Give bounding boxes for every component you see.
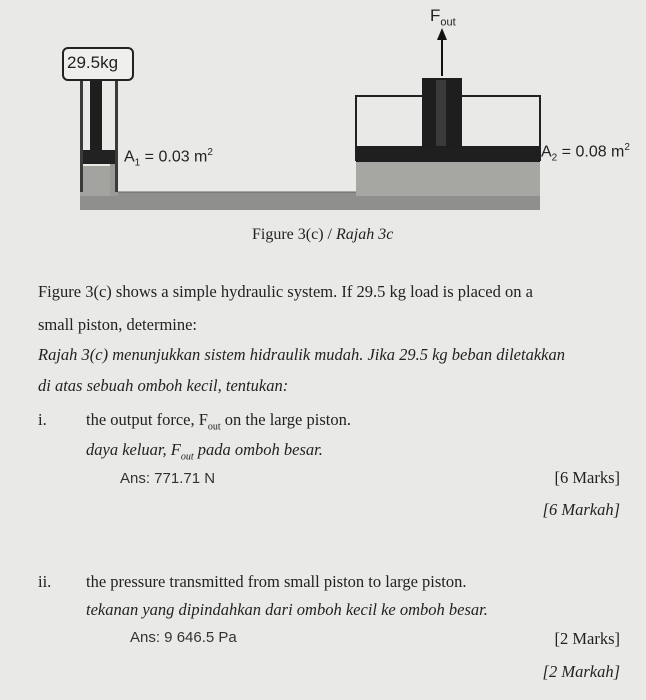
part-ii-marks-my: [2 Markah] [542, 662, 620, 681]
part-ii-answer: Ans: 9 646.5 Pa [130, 629, 237, 646]
part-i-text-en: the output force, $F_{out}$ on the large piston. [86, 410, 351, 433]
part-i-marks-my: [6 Markah] [542, 500, 620, 519]
part-ii-marks-en: [2 Marks] [554, 629, 620, 648]
small-piston-rod [90, 78, 102, 152]
a1-label: $A_1 = 0.03$ $m^2$ [124, 147, 213, 169]
part-ii-text-my: tekanan yang dipindahkan dari omboh kecil ke omboh besar. [86, 600, 488, 619]
part-ii-number: ii. [38, 572, 52, 591]
weight-label: 29.5kg [67, 53, 119, 72]
intro-my-line-2: di atas sebuah omboh kecil, tentukan: [38, 376, 289, 395]
hydraulic-figure [0, 0, 646, 240]
intro-en-line-2: small piston, determine: [38, 315, 198, 334]
part-i-text-my: daya keluar, $F_{out}$ pada omboh besar. [86, 440, 323, 463]
part-i-answer: Ans: 771.71 N [120, 470, 216, 487]
large-piston-head [356, 146, 540, 162]
small-piston-head [83, 150, 115, 164]
part-i-number: i. [38, 410, 47, 429]
part-ii-text-en: the pressure transmitted from small piston to large piston. [86, 572, 467, 591]
small-cylinder-wall-left [80, 80, 83, 192]
figure-caption: Figure 3(c) / Rajah 3c [252, 226, 394, 243]
a2-label: $A_2 = 0.08$ $m^2$ [541, 142, 630, 164]
fout-arrow-head [437, 28, 447, 40]
small-cylinder-wall-right [115, 80, 118, 192]
part-i-marks-en: [6 Marks] [554, 468, 620, 487]
intro-my-line-1: Rajah 3(c) menunjukkan sistem hidraulik mudah. Jika 29.5 kg beban diletakkan [38, 345, 565, 364]
large-piston-rod-shine [436, 80, 446, 146]
large-cylinder-fluid [356, 160, 540, 196]
fout-label: $F_{out}$ [430, 6, 456, 29]
intro-en-line-1: Figure 3(c) shows a simple hydraulic system. If 29.5 kg load is placed on a [38, 282, 533, 301]
